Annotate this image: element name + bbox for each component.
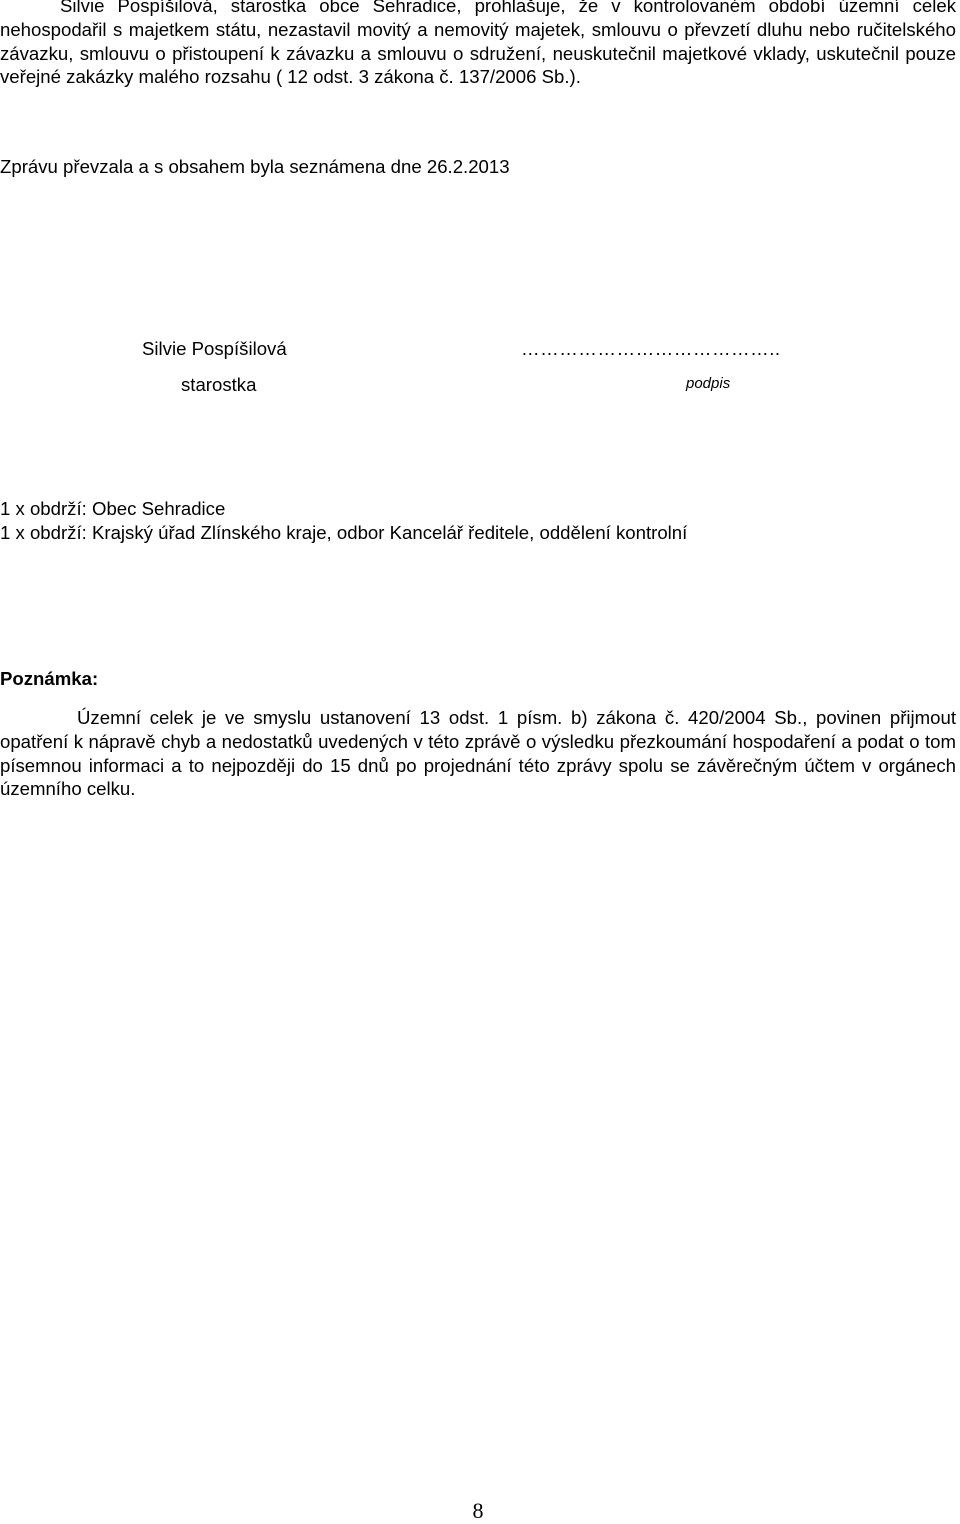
signature-caption: podpis: [686, 375, 731, 392]
recipient-item: 1 x obdrží: Obec Sehradice: [0, 498, 226, 519]
recipient-item: 1 x obdrží: Krajský úřad Zlínského kraje, odbor Kancelář ředitele, oddělení kontrolní: [0, 522, 688, 543]
acknowledgement-line: Zprávu převzala a s obsahem byla seznámena dne 26.2.2013: [0, 156, 510, 177]
note-heading: Poznámka:: [0, 668, 99, 689]
signatory-role: starostka: [181, 374, 257, 395]
signatory-name: Silvie Pospíšilová: [142, 338, 287, 359]
note-paragraph: Územní celek je ve smyslu ustanovení 13 odst. 1 písm. b) zákona č. 420/2004 Sb., povinen přijmout opatření k nápravě chyb a nedostatků uvedených v této zprávě o výsledku přezkoumání hospodaření a podat o tom písemnou informaci a to nejpozději do 15 dnů po projednání této zprávy spolu se závěrečným účtem v orgánech územního celku.: [0, 707, 956, 800]
declaration-paragraph: Silvie Pospíšilová, starostka obce Sehradice, prohlašuje, že v kontrolovaném období územní celek nehospodařil s majetkem státu, nezastavil movitý a nemovitý majetek, smlouvu o převzetí dluhu nebo ručitelského závazku, smlouvu o přistoupení k závazku a smlouvu o sdružení, neuskutečnil majetkové vklady, uskutečnil pouze veřejné zakázky malého rozsahu ( 12 odst. 3 zákona č. 137/2006 Sb.).: [0, 0, 956, 88]
page-number: 8: [472, 1498, 484, 1523]
signature-line: …………………………………..: [521, 338, 781, 359]
